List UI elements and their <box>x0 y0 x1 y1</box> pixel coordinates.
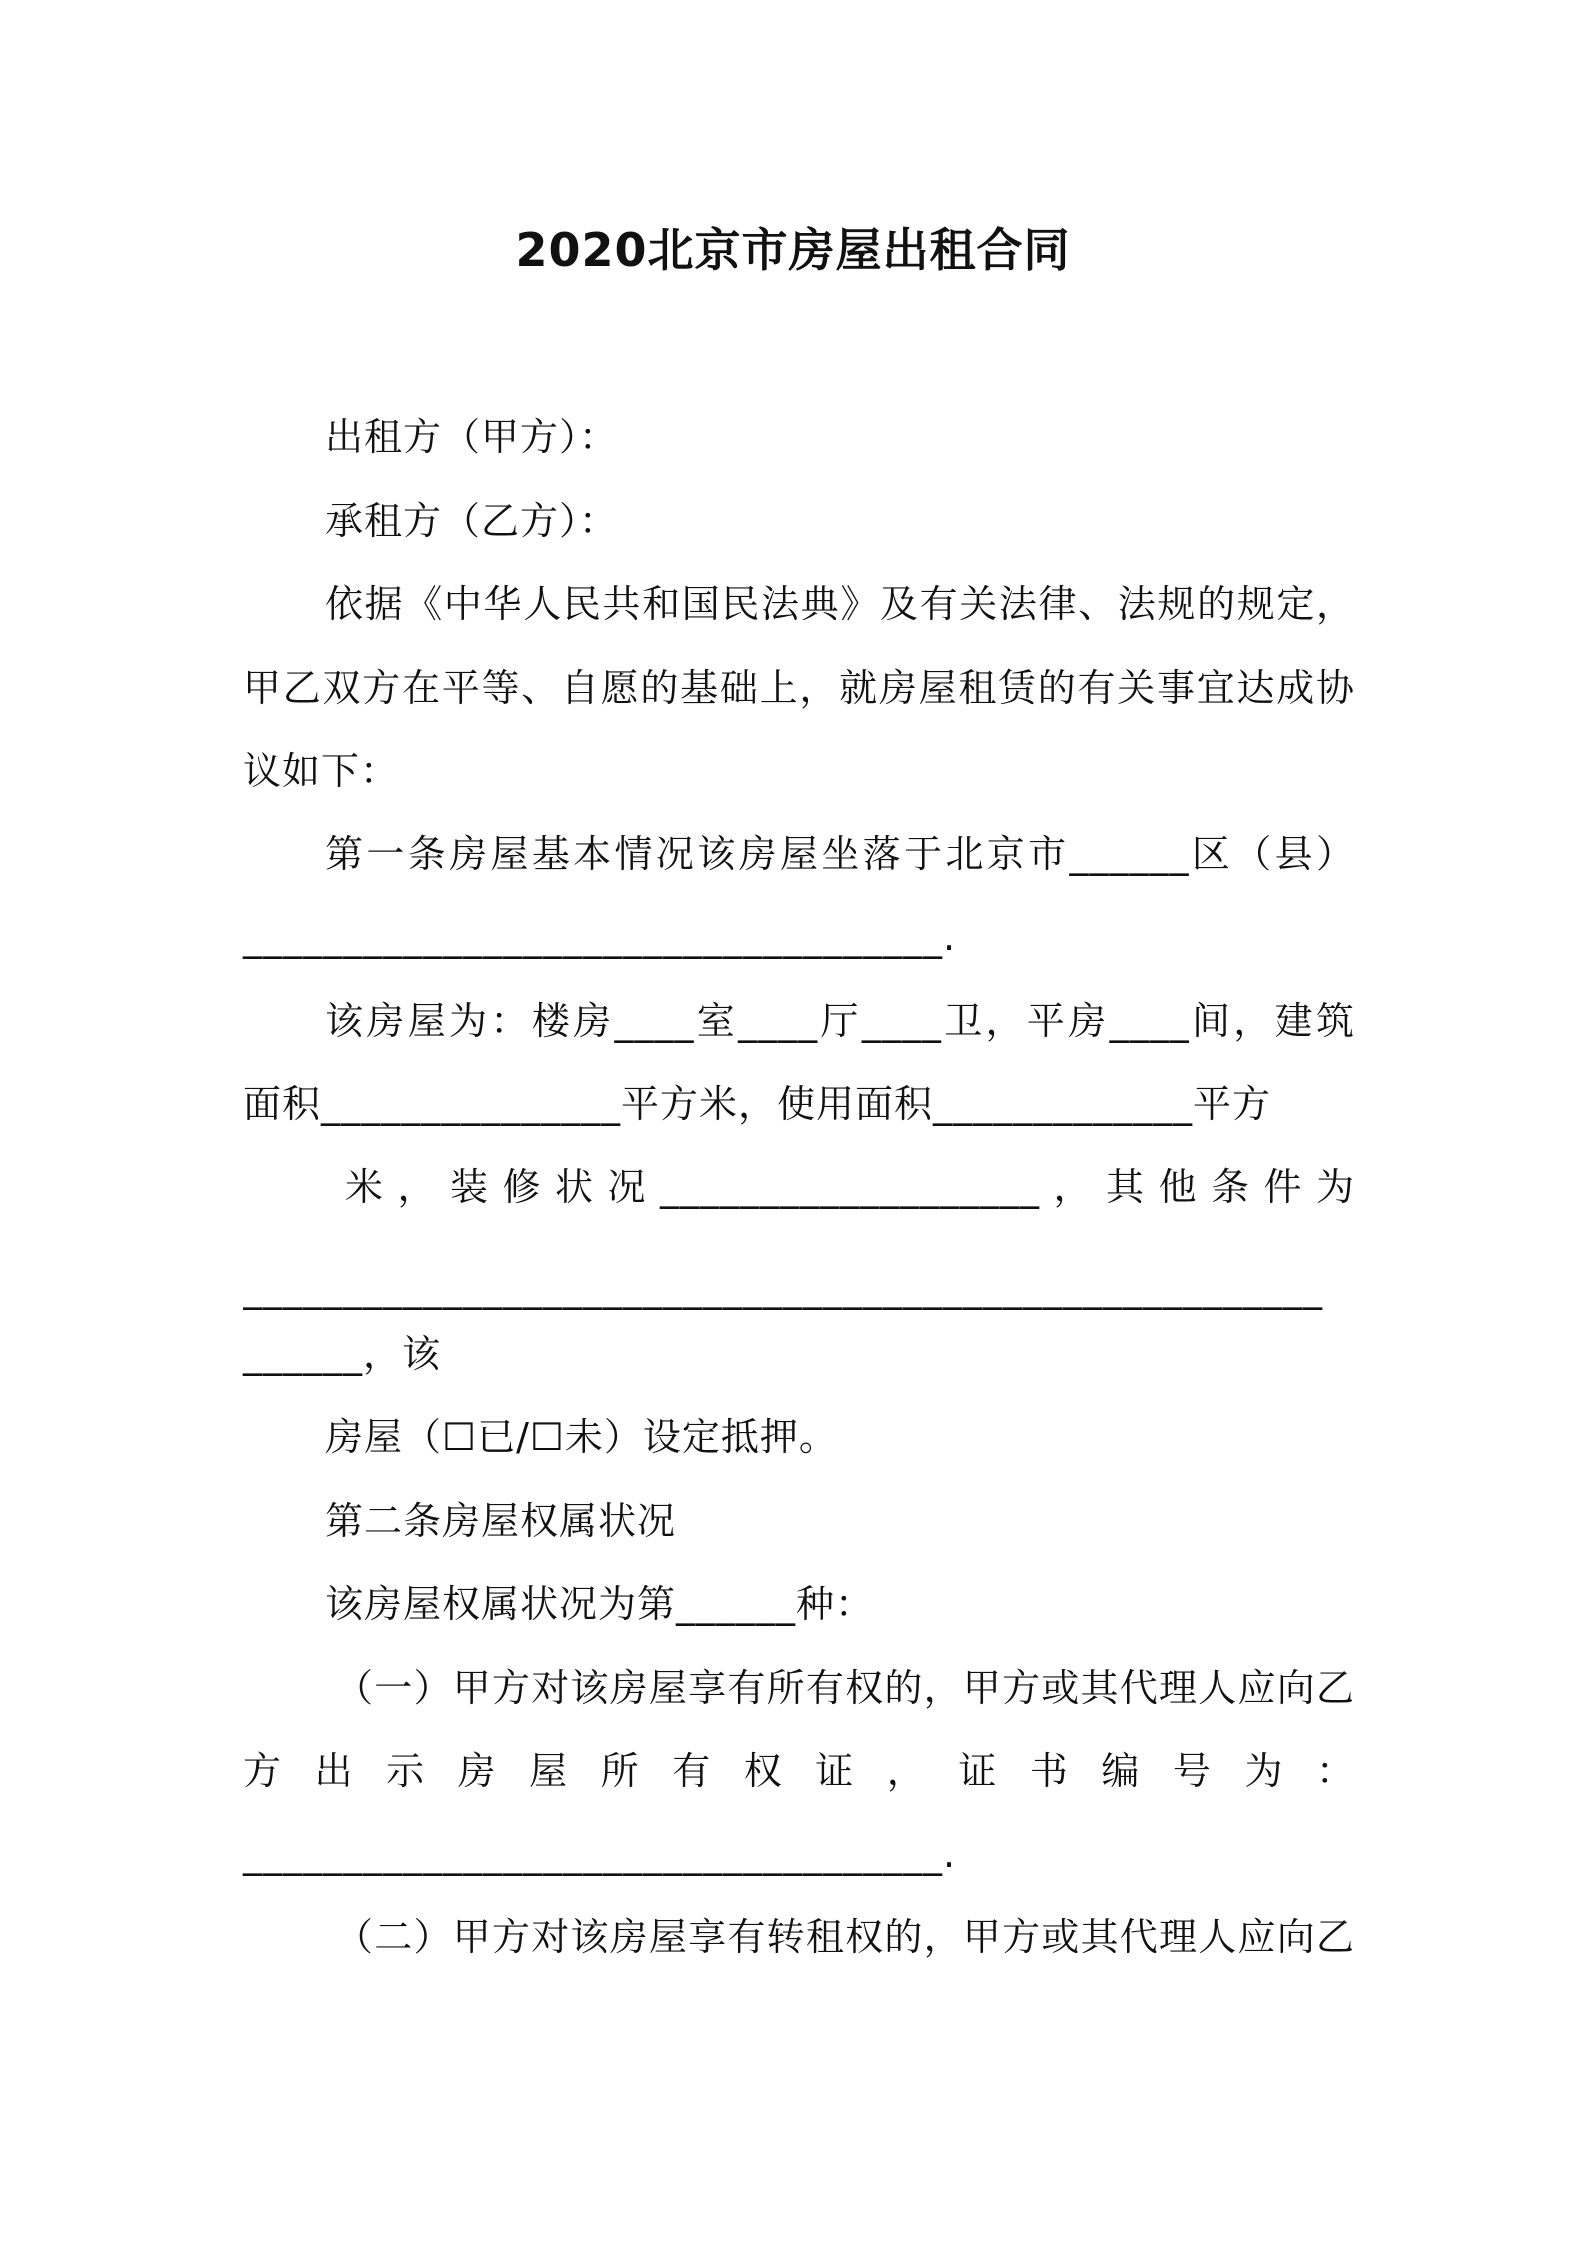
article-1-line-4: 面积_______________平方米，使用面积_____________平方 <box>243 1082 1272 1126</box>
article-1-line-1: 第一条房屋基本情况该房屋坐落于北京市______区（县） <box>325 832 1355 876</box>
preamble-line-2: 甲乙双方在平等、自愿的基础上，就房屋租赁的有关事宜达成协 <box>243 666 1355 710</box>
preamble-line-1: 依据《中华人民共和国民法典》及有关法律、法规的规定， <box>325 582 1355 626</box>
article-2-line-1: 该房屋权属状况为第______种： <box>325 1582 875 1626</box>
article-2-item-2-line-1: （二）甲方对该房屋享有转租权的，甲方或其代理人应向乙 <box>335 1915 1355 1959</box>
article-1-line-7: ______，该 <box>243 1332 442 1376</box>
lessor-line: 出租方（甲方）： <box>325 415 619 459</box>
article-1-line-6: ______________________________________________________ <box>243 1266 1323 1310</box>
article-1-line-8: 房屋（☐已/☐未）设定抵押。 <box>325 1415 838 1459</box>
article-2-item-1-line-3: ___________________________________. <box>243 1832 957 1876</box>
article-1-line-3: 该房屋为：楼房____室____厅____卫，平房____间，建筑 <box>325 999 1355 1043</box>
article-1-line-2: ___________________________________. <box>243 915 957 959</box>
article-2-item-1-line-2: 方出示房屋所有权证，证书编号为： <box>243 1749 1355 1793</box>
lessee-line: 承租方（乙方）： <box>325 499 619 543</box>
article-2-item-1-line-1: （一）甲方对该房屋享有所有权的，甲方或其代理人应向乙 <box>335 1666 1355 1710</box>
preamble-line-3: 议如下： <box>243 749 400 793</box>
article-2-heading: 第二条房屋权属状况 <box>325 1499 677 1543</box>
article-1-line-5: 米，装修状况___________________，其他条件为 <box>345 1165 1355 1209</box>
document-title: 2020北京市房屋出租合同 <box>515 223 1071 277</box>
